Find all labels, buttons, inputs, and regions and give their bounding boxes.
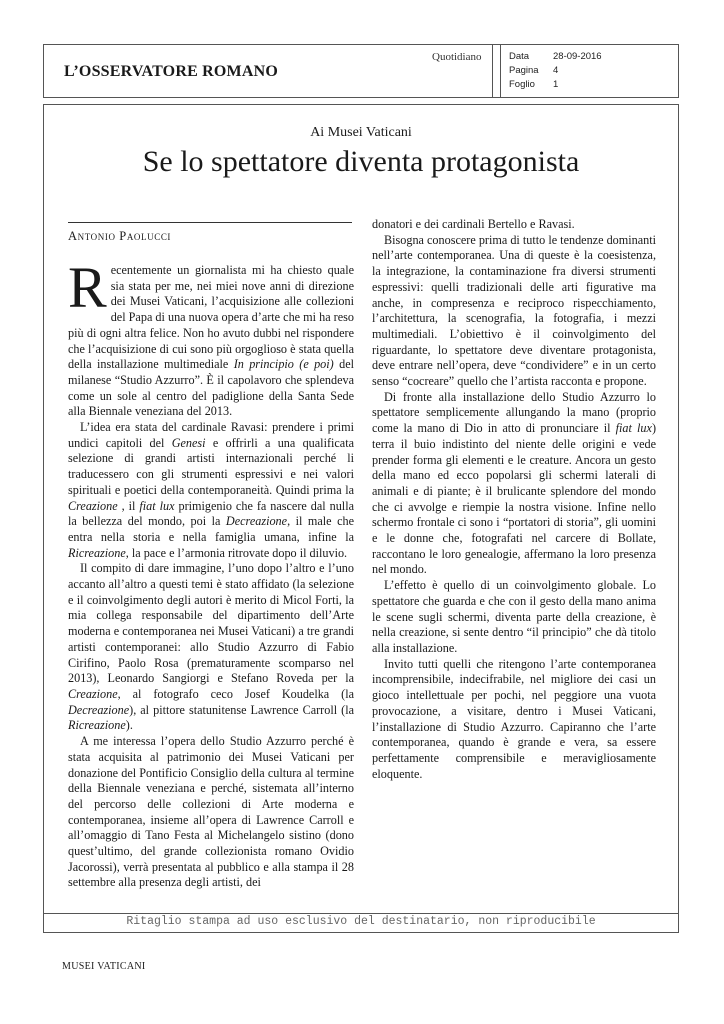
meta-row-sheet: [509, 78, 602, 92]
header-box: [43, 44, 679, 98]
publication-type: Quotidiano: [432, 51, 482, 63]
masthead: L’OSSERVATORE ROMANO: [64, 63, 279, 80]
text-italic: fiat lux: [139, 498, 175, 513]
column-right: [372, 217, 656, 782]
byline-rule: [68, 222, 352, 223]
text: ecentemente un giornalista mi ha chiesto quale sia stata per me, nei miei nove anni di direzione dei Musei Vaticani, l’acquisizione alle collezioni del Papa di una nuova opera d’arte che mi ha reso più di ogni altra felice. Non ho avuto dubbi nel rispondere che l’acquisizione di cui sono più orgoglioso è stata quella della installazione multimediale: [68, 263, 354, 372]
byline: Antonio Paolucci: [68, 229, 172, 243]
clipping-notice: Ritaglio stampa ad uso esclusivo del destinatario, non riproducibile: [43, 913, 679, 933]
text-italic: Decreazione: [225, 514, 288, 529]
text: Il compito di dare immagine, l’uno dopo l’altro e l’uno accanto all’altro a questi temi è stato affidato (la selezione e il coinvolgimento degli autori è merito di Micol Forti, la mia collega responsabile del dipartimento dell’Arte moderna e contemporanea nei Musei Vaticani) a tre grandi artisti contemporanei: allo Studio Azzurro di Fabio Cirifino, Paolo Rosa (prematuramente scomparso nel 2013), Leonardo Sangiorgi e Stefano Roveda per la: [68, 561, 354, 686]
meta-row-date: [509, 50, 602, 64]
meta-value: 28-09-2016: [553, 51, 602, 62]
headline: Se lo spettatore diventa protagonista: [142, 145, 580, 178]
text-italic: In principio (e poi): [233, 357, 334, 372]
meta-row-page: [509, 64, 602, 78]
text: , il: [117, 498, 140, 513]
text: , il male che entra nella storia e nella famiglia umana, infine la: [68, 514, 354, 544]
drop-cap: R: [68, 255, 107, 320]
paragraph: [372, 390, 656, 578]
text: L’idea era stata del cardinale Ravasi: prendere i primi undici capitoli del: [68, 420, 354, 450]
paragraph: [68, 420, 354, 561]
text: ), al pittore statunitense Lawrence Carroll (la: [129, 702, 354, 717]
text-italic: fiat lux: [615, 421, 652, 436]
text-italic: Genesi: [171, 435, 206, 450]
article-box: [43, 104, 679, 914]
text: del milanese “Studio Azzurro”. È il capolavoro che splendeva come un sole al centro del padiglione della Santa Sede alla Biennale veneziana del 2013.: [68, 357, 354, 419]
footer-source: MUSEI VATICANI: [62, 961, 146, 972]
paragraph: [68, 561, 354, 734]
header-divider: [492, 45, 493, 97]
meta-label: Pagina: [509, 65, 539, 76]
kicker: Ai Musei Vaticani: [310, 125, 412, 140]
meta-value: 1: [553, 79, 559, 90]
paragraph: Invito tutti quelli che ritengono l’arte contemporanea incomprensibile, indecifrabile, nel migliore dei casi un gioco intellettuale per pochi, nel peggiore una vuota provocazione, a visitare, dentro i Musei Vaticani, l’installazione di Studio Azzurro. Capiranno che l’arte contemporanea, quando è grande e vera, sa essere perfettamente comprensibile e meravigliosamente eloquente.: [372, 656, 656, 781]
text-italic: Ricreazione: [68, 718, 126, 733]
paragraph: [68, 255, 354, 420]
meta-label: Data: [509, 51, 530, 62]
paragraph: A me interessa l’opera dello Studio Azzurro perché è stata acquisita al patrimonio dei Musei Vaticani per donazione del Pontificio Consiglio della cultura al termine della Biennale veneziana e perché, sistemata all’interno del percorso delle collezioni di Arte moderna e contemporanea, insieme all’opera di Lawrence Carroll e all’omaggio di Tano Festa al Michelangelo sistino (dono quest’ultimo, del grande collezionista romano Ovidio Jacorossi), verrà presentata al pubblico e alla stampa il 28 settembre alla presenza degli artisti, dei: [68, 734, 354, 890]
text: e offrirli a una qualificata selezione di grandi artisti internazionali perché li traducessero con gli strumenti espressivi e nei valori spirituali e poetici della contemporaneità. Quindi prima la: [68, 435, 355, 497]
text-italic: Creazione: [68, 686, 118, 701]
text-italic: Ricreazione: [68, 545, 126, 560]
meta-value: 4: [553, 65, 559, 76]
text: Di fronte alla installazione dello Studio Azzurro lo spettatore semplicemente allungando la mano (proprio come la mano di Dio in atto di pronunciare il: [372, 389, 656, 436]
meta-table: [509, 50, 602, 92]
paragraph: Bisogna conoscere prima di tutto le tendenze dominanti nell’arte contemporanea. Una di queste è la coesistenza, la integrazione, la contaminazione fra diversi strumenti espressivi: quelli tradizionali delle arti figurative ma anche, in compresenza e reciproco rispecchiamento, l’architettura, la scenografia, la fotografia, i mezzi multimediali. L’obiettivo è il coinvolgimento del riguardante, lo spettatore deve diventare protagonista, deve entrare nell’opera, deve “condividere” e in un certo senso “cocreare” quello che l’artista racconta e propone.: [372, 232, 656, 389]
paragraph: donatori e dei cardinali Bertello e Ravasi.: [372, 217, 575, 231]
text-italic: Decreazione: [68, 702, 130, 717]
text: , al fotografo ceco Josef Koudelka (la: [117, 686, 354, 701]
text: primigenio che fa nascere dal nulla la bellezza del mondo, poi la: [68, 498, 354, 529]
meta-label: Foglio: [509, 79, 535, 90]
column-left: [68, 255, 355, 891]
header-divider: [500, 45, 501, 97]
text-italic: Creazione: [68, 498, 118, 513]
text: ) terra il buio indistinto del niente delle origini e vede prender forma gli elementi e le creature. Ancora un gesto della mano ed ecco popolarsi gli schermi laterali di animali e di piante; è il brulicante splendore del mondo che ci avvolge e riempie la nostra visione. Infine nello schermo frontale ci sono i “portatori di storia”, gli uomini e le donne che, fotografati nel carcere di Bollate, raccontano le loro genealogie, affermano la loro presenza nel mondo.: [372, 421, 656, 577]
paragraph: L’effetto è quello di un coinvolgimento globale. Lo spettatore che guarda e che con il gesto della mano anima le scene sugli schermi, diventa parte della creazione, è nella creazione, si sente dentro “il principio” che dà titolo alla installazione.: [372, 578, 656, 655]
text: , la pace e l’armonia ritrovate dopo il diluvio.: [125, 545, 348, 560]
text: ).: [125, 718, 133, 733]
